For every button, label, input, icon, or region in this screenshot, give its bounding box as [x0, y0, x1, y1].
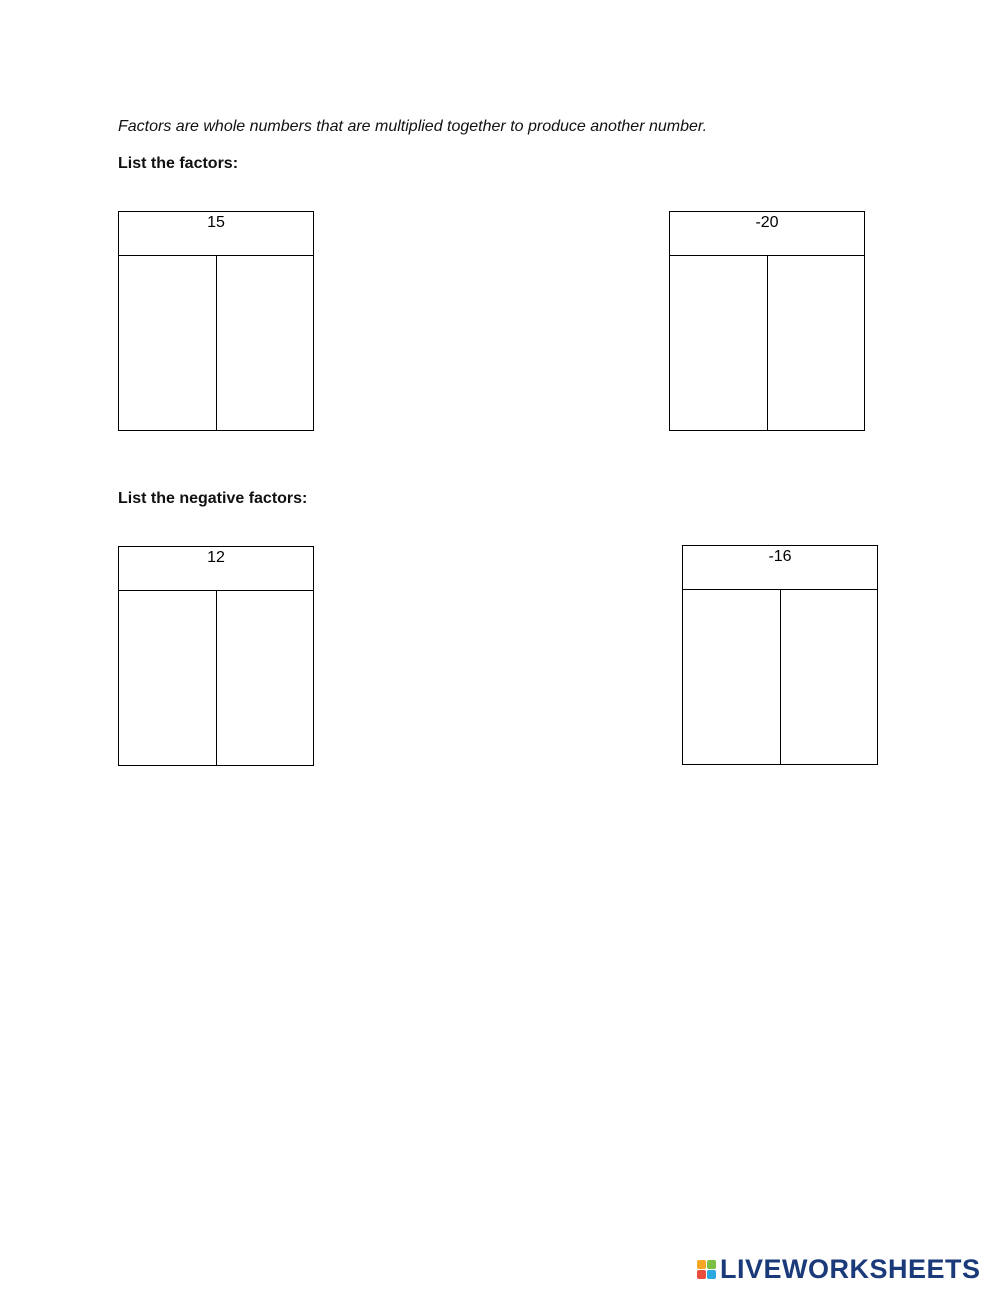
factor-column-right[interactable] — [780, 590, 878, 764]
factor-column-left[interactable] — [119, 256, 216, 430]
logo-tile — [707, 1270, 716, 1279]
t-chart-neg-20 — [669, 211, 865, 431]
t-chart-12 — [118, 546, 314, 766]
factor-column-left[interactable] — [119, 591, 216, 765]
liveworksheets-logo — [697, 1256, 981, 1283]
logo-tiles-icon — [697, 1260, 716, 1279]
t-chart-number: -16 — [683, 546, 877, 590]
factor-column-right[interactable] — [216, 256, 314, 430]
factor-column-right[interactable] — [767, 256, 865, 430]
t-chart-number: -20 — [670, 212, 864, 256]
factors-heading: List the factors: — [118, 155, 239, 172]
logo-tile — [697, 1260, 706, 1269]
logo-tile — [707, 1260, 716, 1269]
t-chart-neg-16 — [682, 545, 878, 765]
factor-column-left[interactable] — [670, 256, 767, 430]
t-chart-15 — [118, 211, 314, 431]
t-chart-number: 15 — [119, 212, 313, 256]
logo-tile — [697, 1270, 706, 1279]
t-chart-number: 12 — [119, 547, 313, 591]
negative-factors-heading: List the negative factors: — [118, 490, 308, 507]
factor-column-left[interactable] — [683, 590, 780, 764]
intro-text: Factors are whole numbers that are multiplied together to produce another number. — [118, 118, 708, 135]
factor-column-right[interactable] — [216, 591, 314, 765]
logo-text: LIVEWORKSHEETS — [720, 1254, 981, 1284]
